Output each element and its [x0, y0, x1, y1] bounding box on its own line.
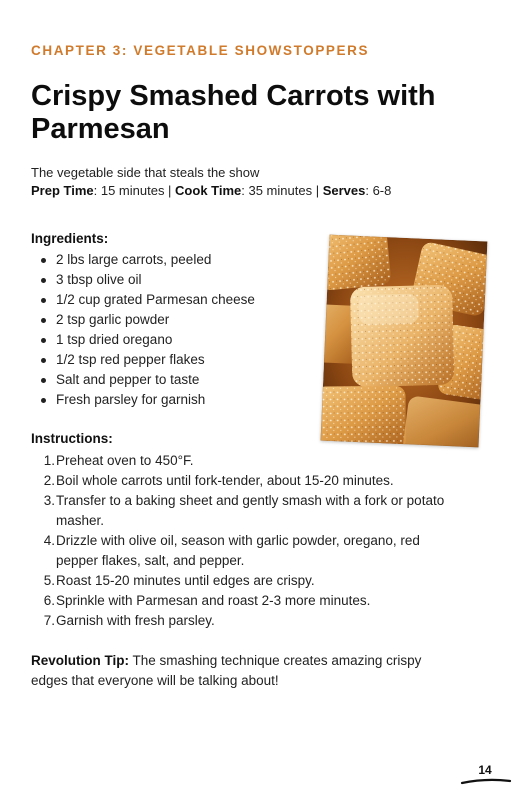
- recipe-photo: [321, 235, 488, 448]
- instructions-list: [31, 451, 461, 631]
- list-item: 1 tsp dried oregano: [31, 330, 255, 350]
- step-text: Garnish with fresh parsley.: [56, 613, 215, 628]
- list-item: [31, 591, 461, 611]
- tip-label: Revolution Tip:: [31, 653, 129, 668]
- step-number: 6.: [43, 593, 55, 608]
- page-number: 14: [478, 763, 492, 777]
- list-item: [31, 451, 461, 471]
- page-underline-swoosh: [460, 776, 512, 786]
- cook-label: Cook Time: [175, 183, 242, 198]
- crispy-carrot-photo-icon: [321, 235, 488, 448]
- tip-text: The smashing technique creates amazing crispy edges that everyone will be talking about!: [31, 653, 422, 688]
- list-item: Fresh parsley for garnish: [31, 390, 255, 410]
- step-number: 3.: [43, 493, 55, 508]
- step-text: Roast 15-20 minutes until edges are crispy.: [56, 573, 315, 588]
- list-item: [31, 531, 461, 571]
- recipe-title: Crispy Smashed Carrots with Parmesan: [31, 80, 436, 145]
- ingredients-list: [31, 250, 255, 410]
- list-item: [31, 571, 461, 591]
- ingredients-heading: Ingredients:: [31, 231, 109, 246]
- list-item: 1/2 cup grated Parmesan cheese: [31, 290, 255, 310]
- list-item: 1/2 tsp red pepper flakes: [31, 350, 255, 370]
- serves-label: Serves: [322, 183, 366, 198]
- step-text: Boil whole carrots until fork-tender, about 15-20 minutes.: [56, 473, 394, 488]
- step-text: Transfer to a baking sheet and gently smash with a fork or potato masher.: [56, 493, 445, 528]
- step-number: 2.: [43, 473, 55, 488]
- step-number: 5.: [43, 573, 55, 588]
- step-text: Drizzle with olive oil, season with garlic powder, oregano, red pepper flakes, salt, and pepper.: [56, 533, 420, 568]
- recipe-subtitle: The vegetable side that steals the show: [31, 165, 260, 180]
- cook-value: : 35 minutes |: [241, 183, 323, 198]
- list-item: 2 lbs large carrots, peeled: [31, 250, 255, 270]
- list-item: Salt and pepper to taste: [31, 370, 255, 390]
- step-number: 7.: [43, 613, 55, 628]
- recipe-times: [31, 182, 391, 200]
- serves-value: : 6-8: [365, 183, 392, 198]
- list-item: 2 tsp garlic powder: [31, 310, 255, 330]
- prep-value: : 15 minutes |: [93, 183, 176, 198]
- recipe-meta: [31, 164, 391, 200]
- list-item: [31, 491, 461, 531]
- step-number: 1.: [43, 453, 55, 468]
- instructions-heading: Instructions:: [31, 431, 113, 446]
- step-number: 4.: [43, 533, 55, 548]
- list-item: 3 tbsp olive oil: [31, 270, 255, 290]
- list-item: [31, 611, 461, 631]
- chapter-label: CHAPTER 3: VEGETABLE SHOWSTOPPERS: [31, 43, 370, 58]
- prep-label: Prep Time: [31, 183, 94, 198]
- step-text: Preheat oven to 450°F.: [56, 453, 194, 468]
- list-item: [31, 471, 461, 491]
- step-text: Sprinkle with Parmesan and roast 2-3 more minutes.: [56, 593, 371, 608]
- revolution-tip: [31, 651, 451, 691]
